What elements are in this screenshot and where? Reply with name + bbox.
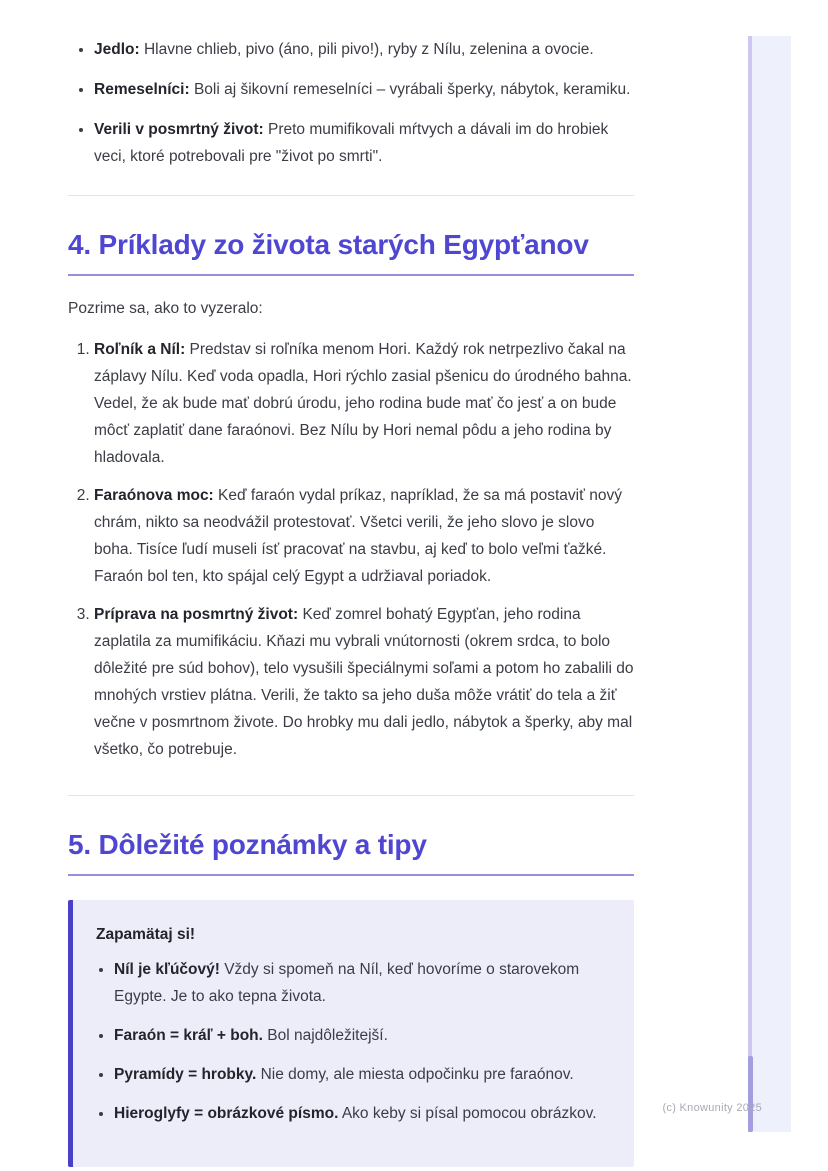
item-lead: Príprava na posmrtný život:: [94, 606, 299, 623]
item-text: Keď zomrel bohatý Egypťan, jeho rodina zaplatila za mumifikáciu. Kňazi mu vybrali vnútornosti (okrem srdca, to bolo dôležité pre súd bohov), telo vysušili špeciálnymi soľami a potom ho zabalili do mnohých vrstiev plátna. Verili, že takto sa jeho duša môže vrátiť do tela a žiť večne v posmrtnom živote. Do hrobky mu dali jedlo, nábytok a šperky, aby mal všetko, čo potrebuje.: [94, 606, 634, 758]
note-lead: Hieroglyfy = obrázkové písmo.: [114, 1105, 339, 1122]
note-text: Ako keby si písal pomocou obrázkov.: [341, 1105, 597, 1122]
section-5-heading: 5. Dôležité poznámky a tipy: [68, 828, 634, 876]
note-text: Vždy si spomeň na Níl, keď hovoríme o starovekom Egypte. Je to ako tepna života.: [114, 961, 580, 1005]
numbered-item: [94, 482, 634, 590]
bullet-item: [94, 116, 634, 170]
note-box: [68, 900, 634, 1167]
scrollbar-track-edge: [748, 36, 752, 1132]
bullet-text: Boli aj šikovní remeselníci – vyrábali šperky, nábytok, keramiku.: [193, 81, 631, 98]
section-4-intro: Pozrime sa, ako to vyzeralo:: [68, 300, 263, 317]
section-divider: [68, 795, 634, 796]
note-text: Nie domy, ale miesta odpočinku pre faraónov.: [260, 1066, 574, 1083]
numbered-item: [94, 601, 634, 763]
scrollbar-track[interactable]: [748, 36, 791, 1132]
item-text: Predstav si roľníka menom Hori. Každý rok netrpezlivo čakal na záplavy Nílu. Keď voda opadla, Hori rýchlo zasial pšenicu do úrodného bahna. Vedel, že ak bude mať dobrú úrodu, jeho rodina bude mať čo jesť a on bude môcť zaplatiť dane faraónovi. Bez Nílu by Hori nemal pôdu a jeho rodina by hladovala.: [94, 341, 632, 466]
note-bullet-item: [114, 956, 608, 1010]
bullet-item: [94, 76, 634, 103]
document-page-content: [68, 0, 634, 1167]
note-lead: Níl je kľúčový!: [114, 961, 220, 978]
bullet-lead: Remeselníci:: [94, 81, 190, 98]
note-lead: Pyramídy = hrobky.: [114, 1066, 257, 1083]
scrollbar-thumb[interactable]: [748, 1056, 753, 1132]
note-bullet-item: [114, 1022, 608, 1049]
bullet-lead: Verili v posmrtný život:: [94, 121, 264, 138]
item-lead: Faraónova moc:: [94, 487, 214, 504]
section-4-heading: 4. Príklady zo života starých Egypťanov: [68, 228, 634, 276]
section-divider: [68, 195, 634, 196]
note-bullet-item: [114, 1061, 608, 1088]
copyright-watermark: (c) Knowunity 2025: [662, 1102, 762, 1114]
bullet-lead: Jedlo:: [94, 41, 140, 58]
bullet-text: Hlavne chlieb, pivo (áno, pili pivo!), ryby z Nílu, zelenina a ovocie.: [143, 41, 594, 58]
item-text: Keď faraón vydal príkaz, napríklad, že sa má postaviť nový chrám, nikto sa neodvážil protestovať. Všetci verili, že jeho slovo je slovo boha. Tisíce ľudí museli ísť pracovať na stavbu, aj keď to bolo veľmi ťažké. Faraón bol ten, kto spájal celý Egypt a udržiaval poriadok.: [94, 487, 622, 585]
facts-bullet-list: [68, 36, 634, 170]
note-text: Bol najdôležitejší.: [267, 1027, 388, 1044]
bullet-item: [94, 36, 634, 63]
numbered-item: [94, 336, 634, 471]
note-box-title: Zapamätaj si!: [96, 926, 196, 943]
examples-numbered-list: [68, 336, 634, 763]
bullet-text: Preto mumifikovali mŕtvych a dávali im do hrobiek veci, ktoré potrebovali pre "život po smrti".: [94, 121, 609, 165]
item-lead: Roľník a Níl:: [94, 341, 186, 358]
note-lead: Faraón = kráľ + boh.: [114, 1027, 263, 1044]
